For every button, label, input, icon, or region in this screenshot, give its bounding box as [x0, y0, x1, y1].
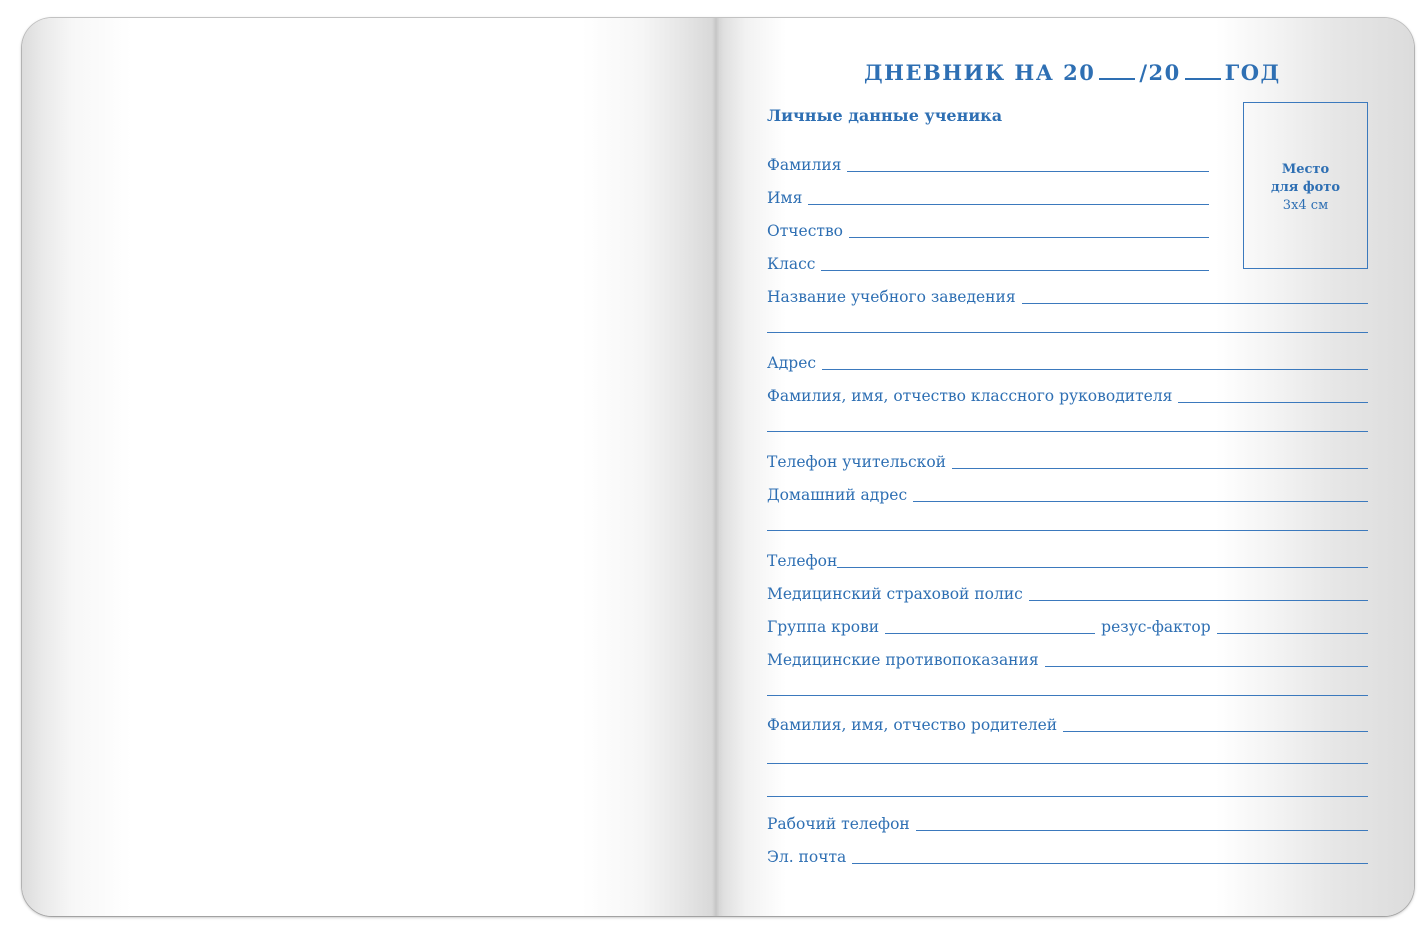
field-line[interactable] — [808, 204, 1209, 205]
field-insurance[interactable] — [767, 581, 1368, 603]
field-line[interactable] — [837, 567, 1368, 568]
field-surname[interactable] — [767, 152, 1209, 174]
field-staff-phone[interactable] — [767, 449, 1368, 471]
field-label: Имя — [767, 189, 803, 207]
parents-continuation-line-2[interactable] — [767, 796, 1368, 797]
parents-continuation-line-1[interactable] — [767, 763, 1368, 764]
field-label: Фамилия, имя, отчество родителей — [767, 716, 1058, 734]
field-line[interactable] — [821, 270, 1209, 271]
field-contraindications[interactable] — [767, 647, 1368, 669]
field-home-address[interactable] — [767, 482, 1368, 504]
field-label: Медицинский страховой полис — [767, 585, 1023, 603]
field-label: Фамилия — [767, 156, 842, 174]
home-address-continuation-line[interactable] — [767, 530, 1368, 531]
field-phone[interactable] — [767, 548, 1368, 570]
photo-box — [1243, 102, 1368, 269]
field-label: Адрес — [767, 354, 817, 372]
title-prefix: ДНЕВНИК НА 20 — [864, 60, 1096, 85]
field-email[interactable] — [767, 844, 1368, 866]
field-address[interactable] — [767, 350, 1368, 372]
field-label: Отчество — [767, 222, 844, 240]
field-school[interactable] — [767, 284, 1368, 306]
field-label: Группа крови — [767, 618, 880, 636]
field-label: Телефон учительской — [767, 453, 947, 471]
field-line[interactable] — [913, 501, 1368, 502]
field-label: Класс — [767, 255, 816, 273]
photo-label-2: для фото — [1270, 180, 1341, 195]
field-line[interactable] — [1045, 666, 1368, 667]
field-line[interactable] — [1022, 303, 1368, 304]
photo-label-1: Место — [1281, 162, 1330, 177]
field-label: Домашний адрес — [767, 486, 908, 504]
field-work-phone[interactable] — [767, 811, 1368, 833]
teacher-continuation-line[interactable] — [767, 431, 1368, 432]
field-label: Название учебного заведения — [767, 288, 1016, 306]
field-line[interactable] — [852, 863, 1368, 864]
contraindications-continuation-line[interactable] — [767, 695, 1368, 696]
book-spine-gutter — [712, 18, 720, 916]
school-continuation-line[interactable] — [767, 332, 1368, 333]
field-line[interactable] — [1178, 402, 1368, 403]
field-patronymic[interactable] — [767, 218, 1209, 240]
field-line[interactable] — [916, 830, 1368, 831]
field-label: Медицинские противопоказания — [767, 651, 1039, 669]
field-class[interactable] — [767, 251, 1209, 273]
field-label: Рабочий телефон — [767, 815, 910, 833]
field-line[interactable] — [1063, 731, 1368, 732]
field-label: Эл. почта — [767, 848, 847, 866]
field-label: Фамилия, имя, отчество классного руководителя — [767, 387, 1173, 405]
field-class-teacher[interactable] — [767, 383, 1368, 405]
year-blank-1[interactable] — [1099, 78, 1135, 80]
year-blank-2[interactable] — [1185, 78, 1221, 80]
left-page — [22, 18, 716, 916]
field-label: резус-фактор — [1101, 618, 1211, 636]
field-line[interactable] — [822, 369, 1368, 370]
field-label: Телефон — [767, 552, 838, 570]
field-blood[interactable] — [767, 614, 1368, 636]
field-line[interactable] — [849, 237, 1209, 238]
title-middle: /20 — [1139, 60, 1181, 85]
photo-size: 3х4 см — [1282, 198, 1329, 213]
title-suffix: ГОД — [1224, 60, 1281, 85]
field-name[interactable] — [767, 185, 1209, 207]
rh-factor-line[interactable] — [1217, 633, 1368, 634]
diary-title — [864, 60, 1281, 85]
field-line[interactable] — [1029, 600, 1368, 601]
field-line[interactable] — [952, 468, 1368, 469]
blood-group-line[interactable] — [885, 633, 1095, 634]
field-line[interactable] — [847, 171, 1209, 172]
section-title: Личные данные ученика — [767, 106, 1003, 125]
field-parents[interactable] — [767, 712, 1368, 734]
